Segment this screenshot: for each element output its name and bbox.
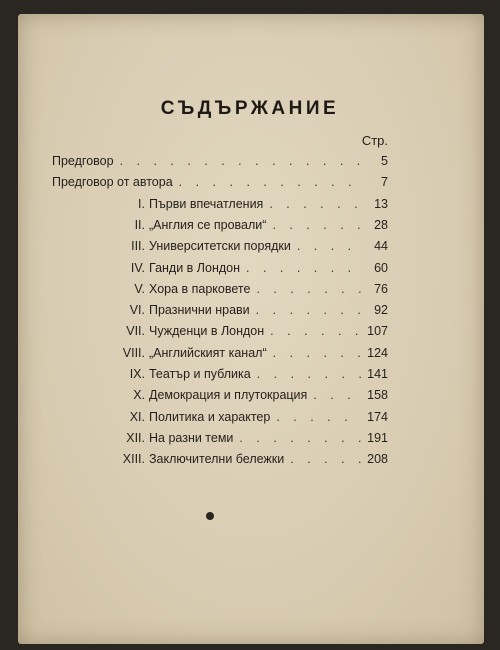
- chapter-title: Университетски порядки: [149, 239, 291, 254]
- dot-leader: [256, 279, 362, 299]
- page-number: 13: [374, 196, 388, 211]
- chapter-title: Ганди в Лондон: [149, 260, 240, 275]
- toc-entry: [0, 343, 500, 363]
- toc-entry: [0, 321, 500, 341]
- chapter-title: „Англия се провали“: [149, 217, 267, 232]
- toc-entry: [0, 364, 500, 384]
- page-number: 7: [381, 175, 388, 190]
- chapter-title: На разни теми: [149, 430, 234, 445]
- dot-leader: [120, 151, 362, 171]
- chapter-title: Предговор: [52, 154, 114, 168]
- toc-entry: [0, 279, 500, 299]
- page-number: 191: [367, 430, 388, 445]
- dot-leader: [269, 194, 362, 214]
- chapter-title: Политика и характер: [149, 409, 271, 424]
- page-number: 76: [374, 281, 388, 296]
- dot-leader: [272, 215, 362, 235]
- dot-leader: [290, 449, 362, 469]
- chapter-number: X.: [133, 388, 145, 403]
- dot-leader: [256, 300, 362, 320]
- dot-leader: [246, 258, 362, 278]
- chapter-number: I.: [138, 196, 145, 211]
- dot-leader: [297, 236, 362, 256]
- chapter-title: Театър и публика: [149, 367, 251, 381]
- dot-leader: [313, 385, 362, 405]
- page-number: 158: [367, 388, 388, 403]
- toc-entry: [0, 428, 500, 448]
- dot-leader: [257, 364, 362, 384]
- ink-dot-mark: [206, 512, 214, 520]
- toc-entry: [0, 172, 500, 192]
- chapter-number: XII.: [126, 430, 145, 445]
- chapter-number: V.: [134, 281, 145, 296]
- page-number: 124: [367, 345, 388, 360]
- chapter-number: VIII.: [122, 345, 145, 360]
- toc-entry: [0, 385, 500, 405]
- chapter-number: VII.: [126, 324, 145, 339]
- toc-entry: [0, 300, 500, 320]
- dot-leader: [270, 321, 362, 341]
- dot-leader: [276, 407, 362, 427]
- chapter-number: XIII.: [122, 452, 145, 467]
- dot-leader: [239, 428, 362, 448]
- toc-entry: [0, 236, 500, 256]
- chapter-title: Чужденци в Лондон: [149, 324, 265, 339]
- page-number: 92: [374, 303, 388, 318]
- dot-leader: [273, 343, 362, 363]
- page-column-label: Стр.: [361, 133, 388, 148]
- page-number: 107: [367, 324, 388, 339]
- page-number: 208: [367, 452, 388, 467]
- toc-entry: [0, 215, 500, 235]
- chapter-number: VI.: [129, 303, 145, 318]
- chapter-title: Заключителни бележки: [149, 452, 285, 467]
- chapter-number: III.: [131, 239, 145, 254]
- chapter-number: XI.: [129, 409, 145, 424]
- toc-entry: [0, 449, 500, 469]
- chapter-title: Празнични нрави: [149, 303, 250, 318]
- toc-entry: [0, 151, 500, 171]
- page-number: 44: [374, 239, 388, 254]
- chapter-title: Предговор от автора: [52, 175, 173, 190]
- page-number: 28: [374, 217, 388, 232]
- page-number: 5: [381, 154, 388, 168]
- toc-entry: [0, 194, 500, 214]
- chapter-number: IX.: [129, 367, 145, 381]
- page-number: 141: [367, 367, 388, 381]
- chapter-number: IV.: [130, 260, 145, 275]
- page-number: 174: [367, 409, 388, 424]
- chapter-title: Първи впечатления: [149, 196, 264, 211]
- toc-entry: [0, 258, 500, 278]
- chapter-number: II.: [134, 217, 145, 232]
- chapter-title: „Английският канал“: [149, 345, 267, 360]
- chapter-title: Хора в парковете: [149, 281, 251, 296]
- page-number: 60: [374, 260, 388, 275]
- chapter-title: Демокрация и плутокрация: [149, 388, 308, 403]
- page-title: СЪДЪРЖАНИЕ: [160, 98, 340, 119]
- dot-leader: [179, 172, 362, 192]
- toc-entry: [0, 407, 500, 427]
